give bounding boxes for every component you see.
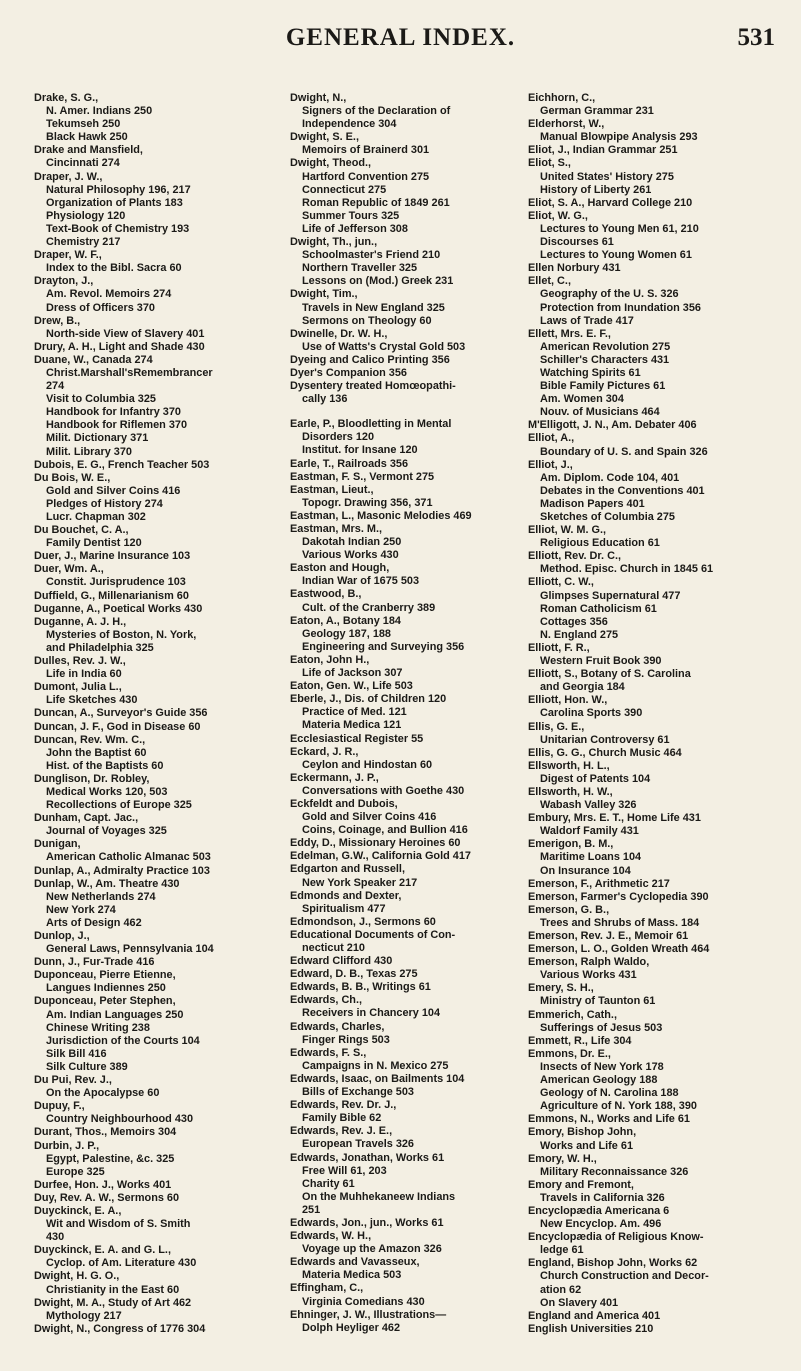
index-entry: England and America 401	[528, 1309, 661, 1322]
index-entry: Dwight, N., Congress of 1776 304	[34, 1322, 206, 1335]
index-subentry: Sufferings of Jesus 503	[540, 1021, 663, 1034]
index-entry: Dunglison, Dr. Robley,	[34, 772, 150, 785]
index-subentry: Gold and Silver Coins 416	[46, 484, 181, 497]
index-entry: Drury, A. H., Light and Shade 430	[34, 340, 205, 353]
index-subentry: Am. Diplom. Code 104, 401	[540, 471, 680, 484]
index-subentry: Ceylon and Hindostan 60	[302, 758, 433, 771]
index-entry: Encyclopædia of Religious Know-	[528, 1231, 704, 1244]
index-entry: England, Bishop John, Works 62	[528, 1257, 698, 1270]
index-entry: Duyckinck, E. A. and G. L.,	[34, 1244, 171, 1257]
index-entry: Easton and Hough,	[290, 562, 390, 575]
index-subentry: necticut 210	[302, 942, 365, 954]
index-entry: Elliot, J.,	[528, 458, 573, 471]
index-entry: Ellet, C.,	[528, 275, 571, 288]
index-entry: Edwards, Rev. J. E.,	[290, 1125, 393, 1138]
index-entry: Dwight, Theod.,	[290, 157, 372, 170]
index-subentry: Free Will 61, 203	[302, 1164, 387, 1177]
index-subentry: Geology 187, 188	[302, 627, 391, 640]
index-subentry: On Insurance 104	[540, 864, 631, 877]
index-subentry: ledge 61	[540, 1244, 584, 1257]
index-subentry: Trees and Shrubs of Mass. 184	[540, 916, 700, 929]
index-subentry: Schiller's Characters 431	[540, 353, 670, 366]
index-column-3	[528, 92, 778, 1336]
index-subentry: Handbook for Riflemen 370	[46, 419, 187, 432]
index-subentry: Hartford Convention 275	[302, 170, 430, 183]
index-subentry: Dakotah Indian 250	[302, 536, 402, 549]
index-entry: Edwards, Ch.,	[290, 994, 363, 1007]
index-subentry: Milit. Dictionary 371	[46, 432, 149, 445]
index-entry: Elliot, A.,	[528, 432, 575, 445]
index-entry: Edwards and Vavasseux,	[290, 1256, 420, 1269]
index-entry: Duncan, J. F., God in Disease 60	[34, 720, 201, 733]
index-subentry: Practice of Med. 121	[302, 706, 407, 719]
index-subentry: Text-Book of Chemistry 193	[46, 222, 190, 235]
index-subentry: Handbook for Infantry 370	[46, 406, 181, 419]
index-entry: Edwards, Jon., jun., Works 61	[290, 1216, 444, 1229]
index-entry: Dwight, H. G. O.,	[34, 1270, 120, 1283]
index-subentry: Summer Tours 325	[302, 209, 400, 222]
index-subentry: Am. Women 304	[540, 393, 624, 406]
index-entry: Edward, D. B., Texas 275	[290, 968, 418, 981]
index-entry: Dunlop, J.,	[34, 930, 90, 942]
index-subentry: Disorders 120	[302, 431, 375, 444]
index-entry: Dwinelle, Dr. W. H.,	[290, 327, 388, 340]
index-entry: Elliott, Hon. W.,	[528, 694, 608, 707]
index-subentry: Egypt, Palestine, &c. 325	[46, 1152, 175, 1165]
index-entry: Ellen Norbury 431	[528, 262, 621, 275]
index-subentry: Various Works 431	[540, 969, 637, 982]
index-entry: Edmonds and Dexter,	[290, 889, 402, 902]
index-entry: Emerson, Ralph Waldo,	[528, 956, 650, 969]
index-subentry: Religious Education 61	[540, 537, 660, 550]
index-entry: Emory, Bishop John,	[528, 1126, 637, 1139]
index-subentry: Dress of Officers 370	[46, 301, 155, 314]
index-entry: Emerson, F., Arithmetic 217	[528, 877, 670, 890]
index-subentry: Nouv. of Musicians 464	[540, 406, 660, 419]
index-subentry: Am. Revol. Memoirs 274	[46, 288, 172, 301]
index-subentry: United States' History 275	[540, 170, 674, 183]
index-entry: Dysentery treated Homœopathi-	[290, 380, 456, 393]
index-entry: Dubois, E. G., French Teacher 503	[34, 458, 210, 471]
index-entry: Emory, W. H.,	[528, 1152, 597, 1165]
index-subentry: 430	[46, 1231, 65, 1244]
index-subentry: Spiritualism 477	[302, 902, 386, 915]
index-entry: Duponceau, Pierre Etienne,	[34, 969, 176, 982]
index-subentry: Recollections of Europe 325	[46, 799, 192, 812]
index-subentry: Waldorf Family 431	[540, 825, 639, 838]
index-subentry: Europe 325	[46, 1165, 105, 1178]
index-subentry: Silk Culture 389	[46, 1060, 128, 1073]
index-subentry: 274	[46, 380, 65, 393]
index-column-1	[34, 92, 278, 1336]
index-entry: Ellsworth, H. L.,	[528, 759, 610, 772]
index-entry: Drayton, J.,	[34, 275, 94, 288]
index-entry: Duer, J., Marine Insurance 103	[34, 550, 191, 563]
index-entry: Dunlap, W., Am. Theatre 430	[34, 877, 180, 890]
index-subentry: Journal of Voyages 325	[46, 825, 167, 838]
index-entry: Earle, T., Railroads 356	[290, 457, 409, 470]
index-entry: Ehninger, J. W., Illustrations—	[290, 1308, 447, 1321]
index-subentry: New Encyclop. Am. 496	[540, 1218, 662, 1231]
index-entry: Edwards, F. S.,	[290, 1046, 367, 1059]
index-entry: Embury, Mrs. E. T., Home Life 431	[528, 812, 701, 825]
index-subentry: Milit. Library 370	[46, 445, 132, 458]
index-subentry: Various Works 430	[302, 549, 399, 562]
index-subentry: Insects of New York 178	[540, 1060, 664, 1073]
index-subentry: Signers of the Declaration of	[302, 105, 451, 118]
index-subentry: Family Dentist 120	[46, 537, 142, 550]
index-entry: Dunlap, A., Admiralty Practice 103	[34, 864, 210, 877]
index-subentry: Wabash Valley 326	[540, 799, 637, 812]
index-subentry: Watching Spirits 61	[540, 366, 641, 379]
index-subentry: Gold and Silver Coins 416	[302, 811, 437, 824]
index-entry: Edelman, G.W., California Gold 417	[290, 850, 471, 863]
index-entry: Emerson, G. B.,	[528, 903, 610, 916]
index-subentry: Institut. for Insane 120	[302, 444, 418, 457]
index-subentry: Life of Jackson 307	[302, 667, 403, 680]
index-entry: Eaton, A., Botany 184	[290, 614, 401, 627]
index-entry: Eichhorn, C.,	[528, 92, 596, 104]
index-subentry: Military Reconnaissance 326	[540, 1165, 689, 1178]
index-subentry: Tekumseh 250	[46, 118, 121, 131]
index-entry: Elliott, F. R.,	[528, 641, 590, 654]
index-subentry: Maritime Loans 104	[540, 851, 642, 864]
index-entry: Drake and Mansfield,	[34, 144, 143, 157]
index-entry: Eliot, S. A., Harvard College 210	[528, 196, 693, 209]
index-entry: Dwight, Tim.,	[290, 288, 358, 301]
index-entry: Ellsworth, H. W.,	[528, 785, 613, 798]
index-subentry: Natural Philosophy 196, 217	[46, 183, 191, 196]
index-entry: Durant, Thos., Memoirs 304	[34, 1126, 177, 1139]
index-entry: Eckfeldt and Dubois,	[290, 797, 398, 810]
index-subentry: Sketches of Columbia 275	[540, 511, 675, 523]
index-subentry: Virginia Comedians 430	[302, 1295, 425, 1308]
index-subentry: European Travels 326	[302, 1138, 414, 1151]
index-entry: Edwards, Isaac, on Bailments 104	[290, 1072, 465, 1085]
index-entry: Du Bouchet, C. A.,	[34, 524, 129, 537]
index-subentry: N. Amer. Indians 250	[46, 105, 153, 118]
index-entry: Dwight, M. A., Study of Art 462	[34, 1296, 192, 1309]
index-entry: Edwards, Rev. Dr. J.,	[290, 1099, 397, 1112]
index-subentry: Glimpses Supernatural 477	[540, 589, 681, 602]
index-subentry: Church Construction and Decor-	[540, 1270, 709, 1283]
index-subentry: Cyclop. of Am. Literature 430	[46, 1257, 197, 1270]
index-subentry: Bills of Exchange 503	[302, 1086, 414, 1099]
index-entry: Eastman, F. S., Vermont 275	[290, 470, 435, 483]
index-column-2	[290, 92, 520, 1335]
index-subentry: New York Speaker 217	[302, 876, 418, 889]
index-entry: Earle, P., Bloodletting in Mental	[290, 418, 452, 431]
index-subentry: Travels in New England 325	[302, 301, 445, 314]
index-entry: Emmerich, Cath.,	[528, 1008, 617, 1021]
index-entry: Eliot, J., Indian Grammar 251	[528, 144, 678, 157]
index-subentry: Campaigns in N. Mexico 275	[302, 1059, 449, 1072]
index-entry: Drake, S. G.,	[34, 92, 99, 104]
index-entry: Duer, Wm. A.,	[34, 563, 104, 576]
index-entry: Eddy, D., Missionary Heroines 60	[290, 837, 461, 850]
index-subentry: On Slavery 401	[540, 1296, 619, 1309]
index-entry: Emerson, L. O., Golden Wreath 464	[528, 943, 710, 956]
index-subentry: Am. Indian Languages 250	[46, 1008, 184, 1021]
index-subentry: Works and Life 61	[540, 1139, 634, 1152]
index-subentry: Cottages 356	[540, 615, 608, 628]
index-subentry: Roman Republic of 1849 261	[302, 196, 450, 209]
index-subentry: Lucr. Chapman 302	[46, 511, 146, 523]
index-entry: Emmons, N., Works and Life 61	[528, 1113, 690, 1126]
index-entry: Dyer's Companion 356	[290, 366, 407, 379]
index-entry: Duganne, A. J. H.,	[34, 615, 127, 628]
index-entry: Emerson, Rev. J. E., Memoir 61	[528, 930, 689, 942]
index-subentry: Bible Family Pictures 61	[540, 380, 666, 393]
index-subentry: American Geology 188	[540, 1074, 658, 1087]
index-subentry: Life Sketches 430	[46, 694, 138, 707]
index-subentry: Langues Indiennes 250	[46, 982, 166, 995]
index-subentry: Discourses 61	[540, 236, 614, 249]
index-entry: Edwards, Jonathan, Works 61	[290, 1151, 445, 1164]
index-entry: Dyeing and Calico Printing 356	[290, 353, 450, 366]
index-entry: Elliott, S., Botany of S. Carolina	[528, 668, 691, 681]
index-subentry: Country Neighbourhood 430	[46, 1113, 194, 1126]
index-entry: Eaton, Gen. W., Life 503	[290, 680, 413, 693]
index-entry: Durfee, Hon. J., Works 401	[34, 1178, 172, 1191]
index-subentry: Geography of the U. S. 326	[540, 288, 679, 301]
index-subentry: American Catholic Almanac 503	[46, 851, 211, 864]
index-entry: Edwards, W. H.,	[290, 1230, 372, 1243]
index-subentry: Mysteries of Boston, N. York,	[46, 628, 197, 641]
index-entry: Dwight, N.,	[290, 92, 347, 104]
index-subentry: Indian War of 1675 503	[302, 575, 420, 588]
index-subentry: Medical Works 120, 503	[46, 785, 168, 798]
index-subentry: Western Fruit Book 390	[540, 655, 662, 668]
index-entry: Educational Documents of Con-	[290, 928, 456, 941]
index-subentry: Family Bible 62	[302, 1112, 382, 1125]
index-subentry: Organization of Plants 183	[46, 196, 183, 209]
index-subentry: Finger Rings 503	[302, 1033, 390, 1046]
index-subentry: Cult. of the Cranberry 389	[302, 601, 436, 614]
index-entry: Emery, S. H.,	[528, 982, 594, 995]
index-entry: Dwight, Th., jun.,	[290, 236, 378, 249]
index-entry: Duganne, A., Poetical Works 430	[34, 602, 203, 615]
index-subentry: Memoirs of Brainerd 301	[302, 144, 430, 157]
index-entry: Eastman, Mrs. M.,	[290, 523, 382, 535]
index-subentry: Mythology 217	[46, 1309, 122, 1322]
index-subentry: Hist. of the Baptists 60	[46, 759, 164, 772]
index-entry: Elliott, C. W.,	[528, 576, 594, 589]
index-subentry: On the Muhhekaneew Indians	[302, 1190, 456, 1203]
index-subentry: Arts of Design 462	[46, 916, 142, 929]
index-entry: Duponceau, Peter Stephen,	[34, 995, 176, 1008]
index-subentry: New Netherlands 274	[46, 890, 156, 903]
index-entry: Elderhorst, W.,	[528, 118, 605, 131]
index-entry: Duncan, Rev. Wm. C.,	[34, 733, 146, 746]
index-entry: Eastman, L., Masonic Melodies 469	[290, 509, 472, 522]
index-subentry: John the Baptist 60	[46, 746, 147, 759]
index-subentry: Geology of N. Carolina 188	[540, 1087, 679, 1100]
index-subentry: Unitarian Controversy 61	[540, 733, 670, 746]
index-entry: Eastwood, B.,	[290, 588, 362, 601]
index-entry: Duy, Rev. A. W., Sermons 60	[34, 1191, 180, 1204]
index-subentry: Constit. Jurisprudence 103	[46, 576, 186, 589]
index-subentry: Chemistry 217	[46, 236, 121, 249]
index-subentry: Life of Jefferson 308	[302, 222, 408, 235]
index-subentry: Roman Catholicism 61	[540, 602, 657, 615]
index-entry: Emmons, Dr. E.,	[528, 1047, 611, 1060]
index-subentry: Materia Medica 503	[302, 1269, 402, 1282]
index-subentry: Method. Episc. Church in 1845 61	[540, 563, 714, 576]
index-subentry: Travels in California 326	[540, 1191, 665, 1204]
index-entry: Eckermann, J. P.,	[290, 771, 379, 784]
index-subentry: Christianity in the East 60	[46, 1283, 180, 1296]
section-gap	[290, 406, 520, 418]
index-subentry: Protection from Inundation 356	[540, 301, 701, 314]
index-entry: Eckard, J. R.,	[290, 745, 359, 758]
index-subentry: Visit to Columbia 325	[46, 393, 156, 406]
index-subentry: and Georgia 184	[540, 681, 625, 694]
index-subentry: Voyage up the Amazon 326	[302, 1243, 442, 1256]
index-entry: Emory and Fremont,	[528, 1178, 634, 1191]
index-entry: Dunigan,	[34, 838, 81, 851]
index-subentry: Life in India 60	[46, 668, 122, 681]
index-entry: Draper, W. F.,	[34, 249, 102, 262]
index-subentry: Lectures to Young Men 61, 210	[540, 222, 699, 235]
index-subentry: Agriculture of N. York 188, 390	[540, 1100, 697, 1113]
page-header	[0, 22, 801, 66]
index-subentry: Use of Watts's Crystal Gold 503	[302, 340, 466, 353]
index-entry: Encyclopædia Americana 6	[528, 1204, 670, 1217]
index-subentry: Materia Medica 121	[302, 719, 402, 732]
index-entry: Ellett, Mrs. E. F.,	[528, 327, 611, 340]
index-entry: Duane, W., Canada 274	[34, 353, 153, 366]
index-subentry: Pledges of History 274	[46, 497, 163, 510]
page-number: 531	[737, 24, 775, 51]
index-entry: Duncan, A., Surveyor's Guide 356	[34, 707, 208, 720]
index-subentry: North-side View of Slavery 401	[46, 327, 205, 340]
index-entry: Elliot, W. M. G.,	[528, 524, 607, 537]
index-subentry: Northern Traveller 325	[302, 262, 418, 275]
index-subentry: ation 62	[540, 1283, 582, 1296]
index-entry: Effingham, C.,	[290, 1282, 364, 1295]
index-subentry: Silk Bill 416	[46, 1047, 107, 1060]
index-subentry: German Grammar 231	[540, 105, 654, 118]
index-entry: English Universities 210	[528, 1322, 654, 1335]
index-subentry: Coins, Coinage, and Bullion 416	[302, 824, 468, 837]
index-entry: Edgarton and Russell,	[290, 863, 405, 876]
index-entry: M'Elligott, J. N., Am. Debater 406	[528, 419, 697, 432]
index-subentry: Engineering and Surveying 356	[302, 640, 465, 653]
index-entry: Durbin, J. P.,	[34, 1139, 100, 1152]
index-subentry: Receivers in Chancery 104	[302, 1007, 441, 1020]
index-subentry: Jurisdiction of the Courts 104	[46, 1034, 200, 1047]
index-subentry: Laws of Trade 417	[540, 314, 634, 327]
index-entry: Dumont, Julia L.,	[34, 681, 122, 694]
index-entry: Draper, J. W.,	[34, 170, 103, 183]
index-entry: Duffield, G., Millenarianism 60	[34, 589, 189, 602]
index-subentry: Connecticut 275	[302, 183, 387, 196]
index-entry: Dwight, S. E.,	[290, 131, 359, 144]
index-entry: Edmondson, J., Sermons 60	[290, 915, 436, 928]
index-subentry: Ministry of Taunton 61	[540, 995, 656, 1008]
index-subentry: 251	[302, 1203, 321, 1216]
index-subentry: Chinese Writing 238	[46, 1021, 150, 1034]
index-entry: Ellis, G. G., Church Music 464	[528, 746, 682, 759]
index-entry: Dulles, Rev. J. W.,	[34, 655, 126, 668]
index-subentry: Independence 304	[302, 118, 397, 131]
index-entry: Drew, B.,	[34, 314, 81, 327]
index-entry: Emmett, R., Life 304	[528, 1034, 632, 1047]
index-entry: Edwards, Charles,	[290, 1020, 385, 1033]
index-subentry: Madison Papers 401	[540, 497, 645, 510]
index-entry: Emerson, Farmer's Cyclopedia 390	[528, 890, 709, 903]
index-subentry: On the Apocalypse 60	[46, 1087, 160, 1100]
index-entry: Elliott, Rev. Dr. C.,	[528, 550, 621, 563]
index-subentry: History of Liberty 261	[540, 183, 652, 196]
index-entry: Eberle, J., Dis. of Children 120	[290, 693, 447, 706]
index-subentry: Schoolmaster's Friend 210	[302, 249, 441, 262]
index-entry: Dunham, Capt. Jac.,	[34, 812, 139, 825]
index-entry: Du Pui, Rev. J.,	[34, 1074, 112, 1087]
index-subentry: N. England 275	[540, 628, 619, 641]
index-entry: Ellis, G. E.,	[528, 720, 585, 733]
index-subentry: Carolina Sports 390	[540, 707, 643, 720]
index-entry: Eaton, John H.,	[290, 653, 370, 666]
index-subentry: Wit and Wisdom of S. Smith	[46, 1218, 191, 1231]
index-entry: Ecclesiastical Register 55	[290, 732, 424, 745]
index-entry: Eliot, S.,	[528, 157, 571, 170]
index-subentry: Lessons on (Mod.) Greek 231	[302, 275, 454, 288]
index-subentry: General Laws, Pennsylvania 104	[46, 943, 214, 956]
index-subentry: American Revolution 275	[540, 340, 671, 353]
index-subentry: Lectures to Young Women 61	[540, 249, 692, 262]
index-subentry: Index to the Bibl. Sacra 60	[46, 262, 182, 275]
index-subentry: Cincinnati 274	[46, 157, 120, 170]
index-entry: Dupuy, F.,	[34, 1100, 85, 1113]
index-entry: Emerigon, B. M.,	[528, 838, 614, 851]
index-entry: Eastman, Lieut.,	[290, 483, 374, 496]
index-subentry: Christ.Marshall'sRemembrancer	[46, 366, 213, 379]
index-subentry: and Philadelphia 325	[46, 641, 154, 654]
index-subentry: Dolph Heyliger 462	[302, 1321, 401, 1334]
index-subentry: New York 274	[46, 903, 116, 916]
index-subentry: Charity 61	[302, 1177, 355, 1190]
index-entry: Duyckinck, E. A.,	[34, 1204, 122, 1217]
index-entry: Edward Clifford 430	[290, 955, 393, 968]
index-subentry: Conversations with Goethe 430	[302, 784, 465, 797]
index-subentry: Manual Blowpipe Analysis 293	[540, 131, 698, 144]
index-subentry: cally 136	[302, 393, 348, 406]
index-entry: Dunn, J., Fur-Trade 416	[34, 956, 155, 969]
index-subentry: Sermons on Theology 60	[302, 314, 432, 327]
index-subentry: Digest of Patents 104	[540, 772, 651, 785]
index-subentry: Topogr. Drawing 356, 371	[302, 496, 433, 509]
index-subentry: Debates in the Conventions 401	[540, 484, 705, 497]
index-subentry: Black Hawk 250	[46, 131, 128, 144]
index-subentry: Physiology 120	[46, 209, 126, 222]
running-title: GENERAL INDEX.	[285, 24, 516, 51]
index-subentry: Boundary of U. S. and Spain 326	[540, 445, 708, 458]
index-entry: Eliot, W. G.,	[528, 209, 588, 222]
index-entry: Edwards, B. B., Writings 61	[290, 981, 431, 994]
index-entry: Du Bois, W. E.,	[34, 471, 111, 484]
